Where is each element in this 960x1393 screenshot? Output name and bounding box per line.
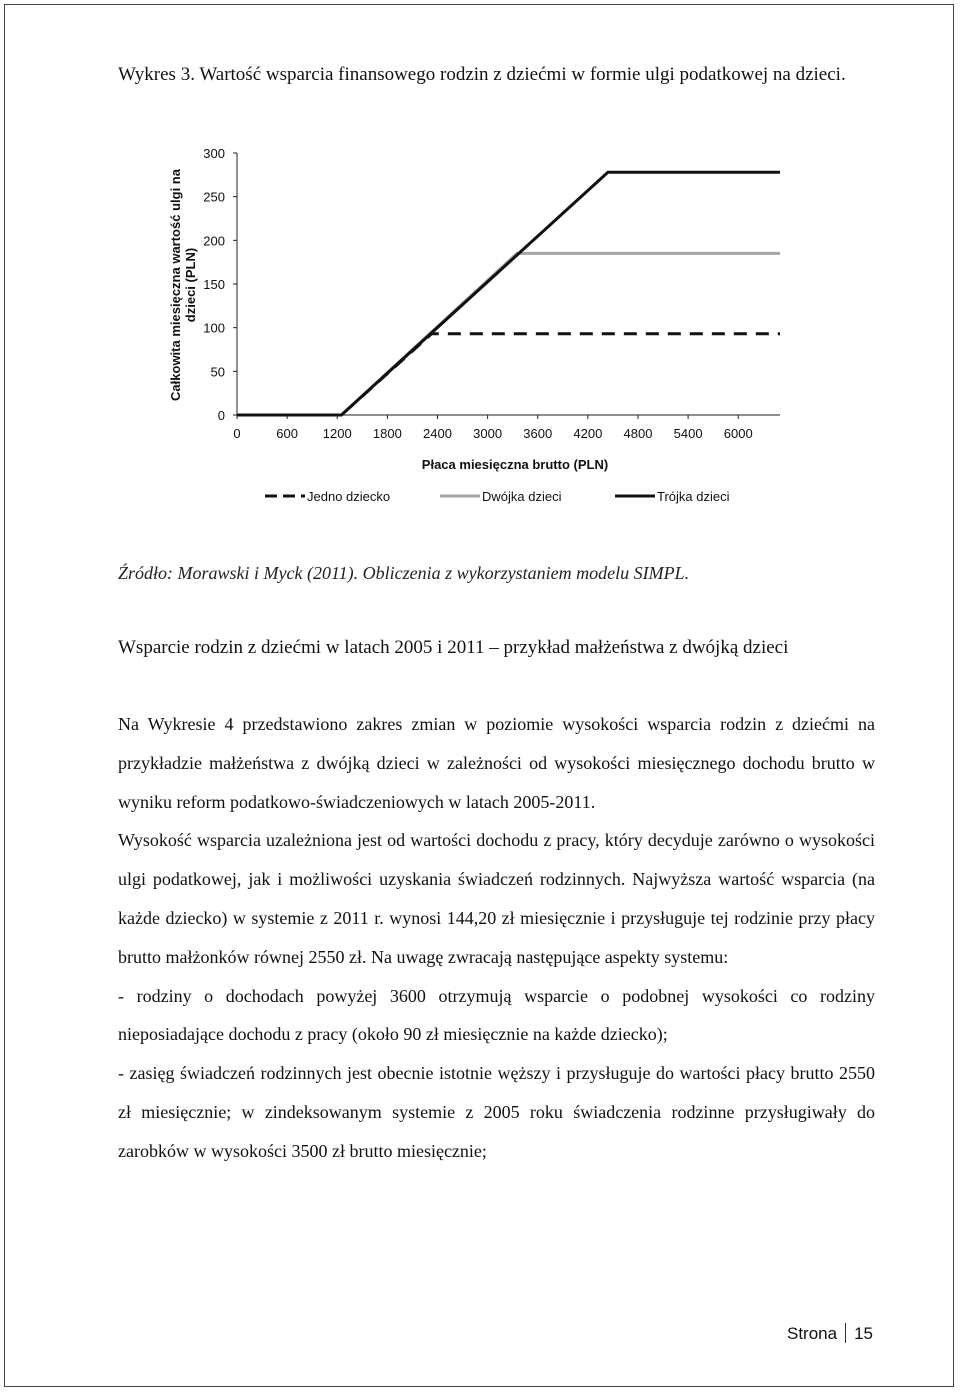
section-title: Wsparcie rodzin z dziećmi w latach 2005 i 2011 – przykład małżeństwa z dwójką dzieci bbox=[118, 637, 789, 658]
x-axis-label: Płaca miesięczna brutto (PLN) bbox=[421, 457, 609, 472]
x-tick-label: 2400 bbox=[423, 426, 452, 441]
figure-caption: Wykres 3. Wartość wsparcia finansowego rodzin z dziećmi w formie ulgi podatkowej na dzieci. bbox=[118, 64, 846, 85]
y-axis-label-line-1: Całkowita miesięczna wartość ulgi na bbox=[168, 169, 183, 401]
x-tick-label: 3000 bbox=[473, 426, 503, 441]
page-footer bbox=[787, 1322, 873, 1346]
paragraph: Na Wykresie 4 przedstawiono zakres zmian w poziomie wysokości wsparcia rodzin z dziećmi na przykładzie małżeństwa z dwójką dzieci w zależności od wysokości miesięcznego dochodu brutto w wyniku reform podatkowo-świadczeniowych w latach 2005-2011. bbox=[118, 714, 875, 812]
chart-svg bbox=[150, 135, 800, 520]
x-tick-label: 0 bbox=[233, 426, 241, 441]
x-tick-label: 1200 bbox=[322, 426, 352, 441]
legend-label: Jedno dziecko bbox=[307, 489, 391, 504]
page-number: 15 bbox=[854, 1324, 873, 1343]
paragraph: Wysokość wsparcia uzależniona jest od wartości dochodu z pracy, który decyduje zarówno o wysokości ulgi podatkowej, jak i możliwości uzyskania świadczeń rodzinnych. Najwyższa wartość wsparcia (na każde dziecko) w systemie z 2011 r. wynosi 144,20 zł miesięcznie i przysługuje tej rodzinie przy płacy brutto małżonków równej 2550 zł. Na uwagę zwracają następujące aspekty systemu: bbox=[118, 830, 875, 967]
x-tick-label: 4200 bbox=[573, 426, 603, 441]
x-tick-label: 1800 bbox=[372, 426, 402, 441]
legend-label: Trójka dzieci bbox=[657, 489, 730, 504]
list-item: - zasięg świadczeń rodzinnych jest obecnie istotnie węższy i przysługuje do wartości płacy brutto 2550 zł miesięcznie; w zindeksowanym systemie z 2005 roku świadczenia rodzinne przysługiwały do zarobków w wysokości 3500 zł brutto miesięcznie; bbox=[118, 1063, 875, 1161]
legend-label: Dwójka dzieci bbox=[482, 489, 562, 504]
y-tick-label: 50 bbox=[210, 364, 225, 380]
y-axis-label-group bbox=[168, 168, 198, 401]
y-tick-label: 100 bbox=[203, 320, 225, 336]
y-tick-label: 250 bbox=[203, 189, 225, 205]
series-line-1 bbox=[237, 334, 780, 415]
x-tick-label: 4800 bbox=[623, 426, 653, 441]
body-text bbox=[118, 705, 875, 1171]
list-item: - rodziny o dochodach powyżej 3600 otrzymują wsparcie o podobnej wysokości co rodziny nieposiadające dochodu z pracy (około 90 zł miesięcznie na każde dziecko); bbox=[118, 985, 875, 1045]
source-note: Źródło: Morawski i Myck (2011). Obliczenia z wykorzystaniem modelu SIMPL. bbox=[118, 563, 690, 583]
y-tick-label: 150 bbox=[203, 277, 225, 292]
y-axis-label-line-2: dzieci (PLN) bbox=[183, 247, 198, 323]
y-tick-label: 300 bbox=[203, 146, 225, 161]
x-tick-label: 6000 bbox=[723, 426, 753, 441]
footer-separator bbox=[845, 1323, 846, 1343]
x-tick-label: 3600 bbox=[523, 426, 553, 441]
chart bbox=[150, 135, 800, 520]
y-tick-label: 0 bbox=[217, 408, 225, 423]
y-tick-label: 200 bbox=[203, 233, 225, 249]
series-line-3 bbox=[237, 172, 780, 415]
footer-label: Strona bbox=[786, 1324, 838, 1343]
x-tick-label: 5400 bbox=[673, 426, 703, 441]
x-tick-label: 600 bbox=[276, 426, 298, 441]
